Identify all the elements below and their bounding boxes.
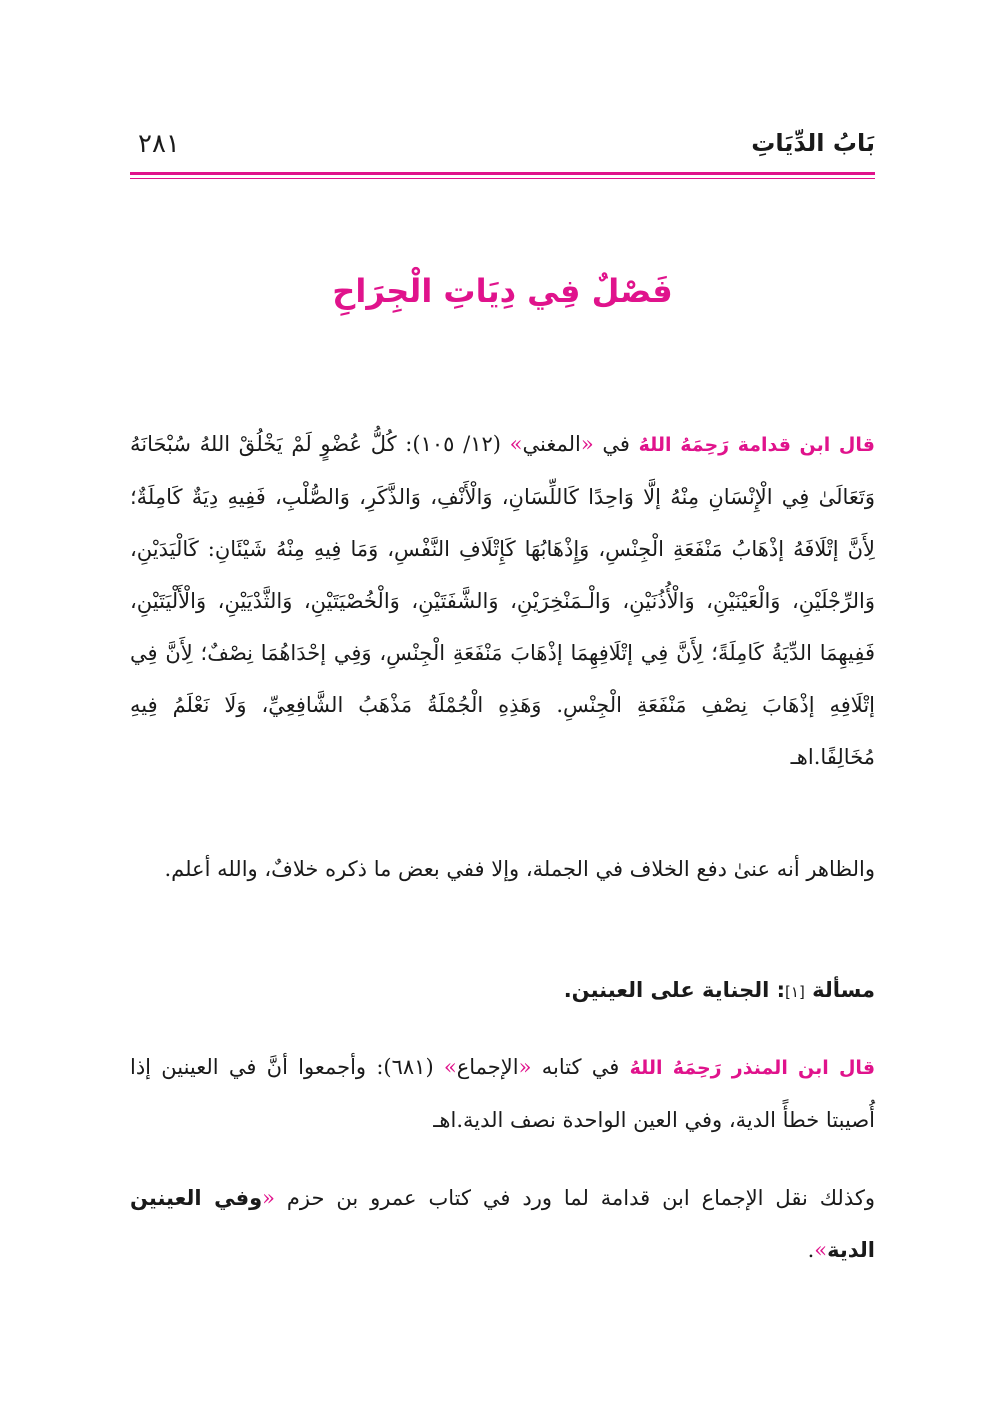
source-name: الإجماع <box>456 1055 519 1079</box>
footnote-marker: [١] <box>785 983 805 1001</box>
comment-end: . <box>807 1238 815 1262</box>
source-close-mark: » <box>509 432 523 456</box>
source-prefix: في <box>593 432 639 456</box>
chapter-title: بَابُ الدِّيَاتِ <box>751 129 875 157</box>
source-name: المغني <box>522 432 581 456</box>
source-prefix: في كتابه <box>531 1055 630 1079</box>
source-reference: (٦٨١): <box>366 1055 444 1079</box>
issue-heading <box>130 978 875 1002</box>
issue-title: : الجناية على العينين. <box>563 978 786 1002</box>
source-close-mark: » <box>443 1055 457 1079</box>
hadith-text: وفي العينين الدية <box>130 1186 875 1262</box>
comment-paragraph-1 <box>130 843 875 895</box>
section-title: فَصْلٌ فِي دِيَاتِ الْجِرَاحِ <box>332 272 673 310</box>
quote-ibn-al-mundhir <box>130 1041 875 1146</box>
hadith-open-mark: « <box>262 1186 276 1210</box>
speaker-ibn-al-mundhir: قال ابن المنذر رَحِمَهُ اللهُ <box>629 1057 876 1079</box>
quote-ibn-qudama <box>130 418 875 783</box>
comment-paragraph-2 <box>130 1172 875 1276</box>
quote-text: كُلُّ عُضْوٍ لَمْ يَخْلُقْ اللهُ سُبْحَانَهُ وَتَعَالَىٰ فِي الْإِنْسَانِ مِنْهُ إلَّا وَاحِدًا كَاللِّسَانِ، وَالْأَنْفِ، وَالذَّكَرِ، وَالصُّلْبِ، فَفِيهِ دِيَةٌ كَامِلَةٌ؛ لِأَنَّ إتْلَافَهُ إذْهَابُ مَنْفَعَةِ الْجِنْسِ، وَإِذْهَابُهَا كَإِتْلَافِ النَّفْسِ، وَمَا فِيهِ مِنْهُ شَيْئَانِ: كَالْيَدَيْنِ، وَالرِّجْلَيْنِ، وَالْعَيْنَيْنِ، وَالْأُذُنَيْنِ، وَالْـمَنْخِرَيْنِ، وَالشَّفَتَيْنِ، وَالْخُصْيَتَيْنِ، وَالثَّدْيَيْنِ، وَالْأَلْيَتَيْنِ، فَفِيهِمَا الدِّيَةُ كَامِلَةً؛ لِأَنَّ فِي إتْلَافِهِمَا إذْهَابَ مَنْفَعَةِ الْجِنْسِ، وَفِي إحْدَاهُمَا نِصْفٌ؛ لِأَنَّ فِي إتْلَافِهِ إذْهَابَ نِصْفِ مَنْفَعَةِ الْجِنْسِ. وَهَذِهِ الْجُمْلَةُ مَذْهَبُ الشَّافِعِيِّ، وَلَا نَعْلَمُ فِيهِ مُخَالِفًا.اهـ <box>130 432 875 769</box>
comment-text: وكذلك نقل الإجماع ابن قدامة لما ورد في كتاب عمرو بن حزم <box>275 1186 875 1210</box>
header-rule-thick <box>130 172 875 175</box>
speaker-ibn-qudama: قال ابن قدامة رَحِمَهُ اللهُ <box>638 434 875 456</box>
source-reference: (١٢/ ١٠٥): <box>396 432 510 456</box>
source-open-mark: « <box>518 1055 532 1079</box>
source-open-mark: « <box>580 432 594 456</box>
hadith-close-mark: » <box>814 1238 828 1262</box>
running-header <box>130 125 875 175</box>
header-rule-thin <box>130 178 875 179</box>
comment-text: والظاهر أنه عنىٰ دفع الخلاف في الجملة، وإلا ففي بعض ما ذكره خلافٌ، والله أعلم. <box>164 857 875 881</box>
page-number: ٢٨١ <box>138 129 180 159</box>
quote-text: وأجمعوا أنَّ في العينين إذا أُصيبتا خطأً الدية، وفي العين الواحدة نصف الدية.اهـ <box>130 1055 875 1132</box>
issue-label: مسألة <box>804 978 875 1002</box>
